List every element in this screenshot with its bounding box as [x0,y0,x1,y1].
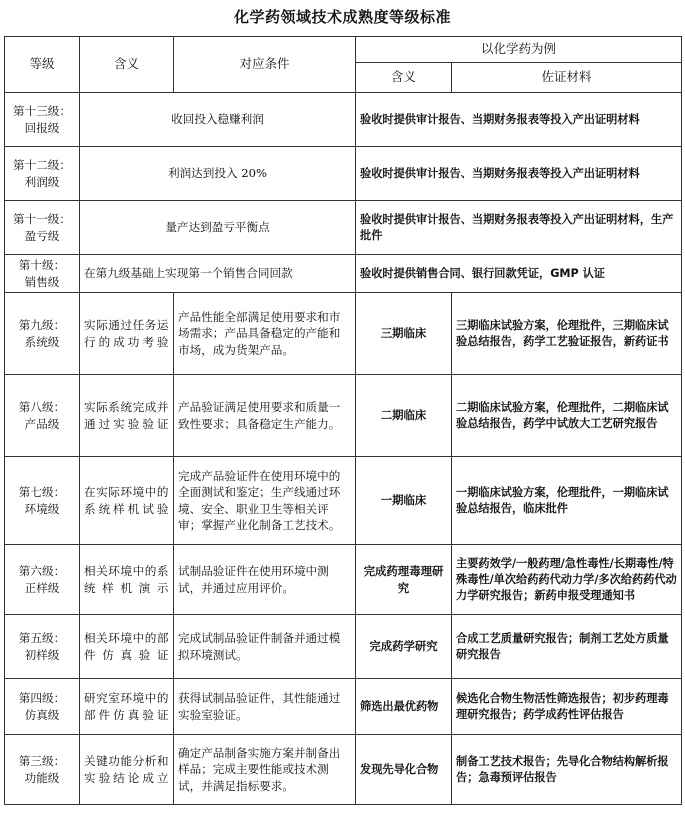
level-name: 系统级 [24,334,60,349]
condition-cell: 完成试制品验证件制备并通过模拟环境测试。 [174,615,356,679]
level-cell [5,147,80,201]
level-number: 第八级： [18,400,66,414]
level-name: 利润级 [24,174,60,189]
level-cell [5,375,80,457]
table-row [5,93,682,147]
meaning-cell: 研究室环境中的部件仿真验证 [80,679,174,735]
table-row [5,679,682,735]
page-title: 化学药领域技术成熟度等级标准 [233,8,451,26]
level-cell [5,457,80,545]
level-number: 第十三级： [13,104,71,118]
level-cell [5,615,80,679]
level-number: 第十一级： [13,212,71,226]
merged-condition: 在第九级基础上实现第一个销售合同回款 [80,255,356,293]
evidence-cell: 一期临床试验方案，伦理批件，一期临床试验总结报告，临床批件 [452,457,682,545]
level-cell [5,545,80,615]
merged-condition: 收回投入稳赚利润 [80,93,356,147]
level-number: 第十级： [18,258,66,272]
level-name: 仿真级 [24,707,60,722]
level-number: 第十二级： [13,158,71,172]
table-row [5,735,682,805]
example-cell: 一期临床 [356,457,452,545]
condition-cell: 产品验证满足使用要求和质量一致性要求；具备稳定生产能力。 [174,375,356,457]
header-evidence: 佐证材料 [452,63,682,93]
example-cell: 完成药理毒理研究 [356,545,452,615]
level-name: 回报级 [24,120,60,135]
condition-cell: 试制品验证件在使用环境中测试，并通过应用评价。 [174,545,356,615]
header-row [5,37,682,63]
condition-cell: 确定产品制备实施方案并制备出样品；完成主要性能或技术测试，并满足指标要求。 [174,735,356,805]
level-number: 第三级： [18,754,66,768]
meaning-cell: 实际通过任务运行的成功考验 [80,293,174,375]
evidence-cell: 验收时提供销售合同、银行回款凭证，GMP 认证 [356,255,682,293]
table-row [5,457,682,545]
meaning-cell: 在实际环境中的系统样机试验 [80,457,174,545]
header-level: 等级 [5,37,80,93]
meaning-cell: 实际系统完成并通过实验验证 [80,375,174,457]
level-name: 环境级 [24,501,60,516]
evidence-cell: 合成工艺质量研究报告；制剂工艺处方质量研究报告 [452,615,682,679]
evidence-cell: 验收时提供审计报告、当期财务报表等投入产出证明材料 [356,147,682,201]
level-name: 产品级 [24,416,60,431]
example-cell: 发现先导化合物 [356,735,452,805]
header-example-meaning: 含义 [356,63,452,93]
level-name: 正样级 [24,580,60,595]
table-row [5,615,682,679]
level-cell [5,735,80,805]
evidence-cell: 候选化合物生物活性筛选报告；初步药理毒理研究报告；药学成药性评估报告 [452,679,682,735]
evidence-cell: 主要药效学/一般药理/急性毒性/长期毒性/特殊毒性/单次给药药代动力学/多次给药药代动力学研究报告；新药申报受理通知书 [452,545,682,615]
meaning-cell: 关键功能分析和实验结论成立 [80,735,174,805]
example-cell: 三期临床 [356,293,452,375]
table-row [5,545,682,615]
condition-cell: 产品性能全部满足使用要求和市场需求；产品具备稳定的产能和市场，成为货架产品。 [174,293,356,375]
level-number: 第五级： [18,631,66,645]
example-cell: 二期临床 [356,375,452,457]
header-condition: 对应条件 [174,37,356,93]
level-number: 第六级： [18,564,66,578]
evidence-cell: 验收时提供审计报告、当期财务报表等投入产出证明材料 [356,93,682,147]
evidence-cell: 三期临床试验方案，伦理批件，三期临床试验总结报告，药学工艺验证报告，新药证书 [452,293,682,375]
level-cell [5,679,80,735]
level-number: 第七级： [18,485,66,499]
level-name: 初样级 [24,647,60,662]
level-name: 销售级 [24,274,60,289]
header-example-group: 以化学药为例 [356,37,682,63]
example-cell: 完成药学研究 [356,615,452,679]
condition-cell: 完成产品验证件在使用环境中的全面测试和鉴定；生产线通过环境、安全、职业卫生等相关评审；掌握产业化制备工艺技术。 [174,457,356,545]
evidence-cell: 二期临床试验方案，伦理批件，二期临床试验总结报告，药学中试放大工艺研究报告 [452,375,682,457]
level-cell [5,93,80,147]
table-row [5,201,682,255]
trl-table [4,36,682,805]
level-number: 第九级： [18,318,66,332]
evidence-cell: 制备工艺技术报告；先导化合物结构解析报告；急毒预评估报告 [452,735,682,805]
level-cell [5,201,80,255]
level-name: 功能级 [24,770,60,785]
meaning-cell: 相关环境中的部件仿真验证 [80,615,174,679]
merged-condition: 利润达到投入 20% [80,147,356,201]
header-meaning: 含义 [80,37,174,93]
table-row [5,147,682,201]
merged-condition: 量产达到盈亏平衡点 [80,201,356,255]
condition-cell: 获得试制品验证件，其性能通过实验室验证。 [174,679,356,735]
level-cell [5,255,80,293]
level-cell [5,293,80,375]
level-name: 盈亏级 [24,228,60,243]
example-cell: 筛选出最优药物 [356,679,452,735]
table-row [5,375,682,457]
evidence-cell: 验收时提供审计报告、当期财务报表等投入产出证明材料，生产批件 [356,201,682,255]
table-row [5,255,682,293]
level-number: 第四级： [18,691,66,705]
table-row [5,293,682,375]
meaning-cell: 相关环境中的系统样机演示 [80,545,174,615]
